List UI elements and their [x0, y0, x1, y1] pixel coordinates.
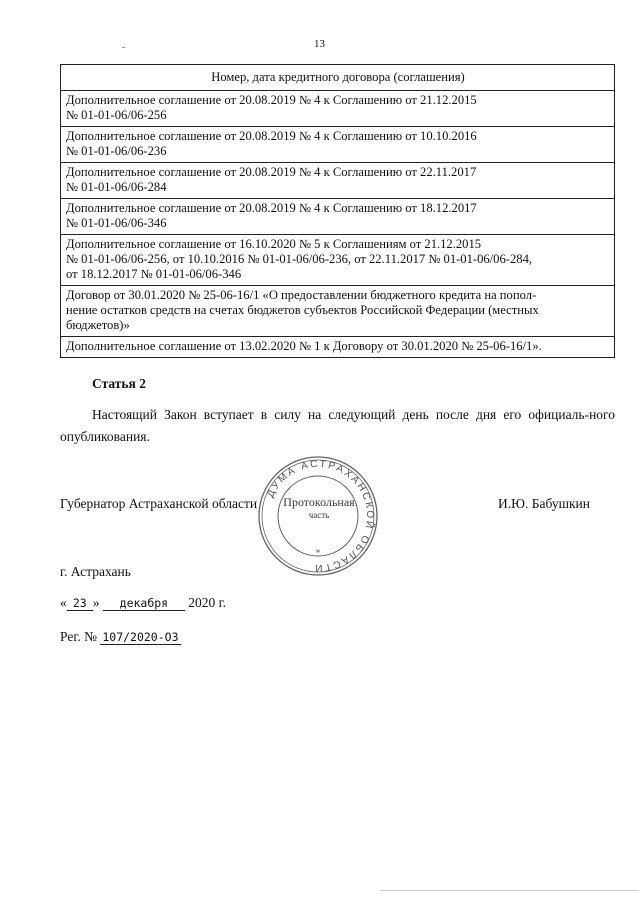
cell-line: № 01-01-06/06-236	[66, 144, 167, 158]
table-cell	[61, 199, 615, 235]
table-cell	[61, 235, 615, 286]
signing-city: г. Астрахань	[60, 564, 131, 579]
table-row	[61, 127, 615, 163]
table-row	[61, 286, 615, 337]
seal-center-line: часть	[308, 510, 330, 520]
cell-line: № 01-01-06/06-256, от 10.10.2016 № 01-01-06/06-236, от 22.11.2017 № 01-01-06/06-284,	[66, 252, 533, 266]
table-header: Номер, дата кредитного договора (соглашения)	[61, 65, 615, 91]
scan-artifact	[380, 890, 639, 891]
article-title: Статья 2	[92, 376, 146, 391]
registration-number	[60, 629, 181, 645]
table-row	[61, 337, 615, 358]
seal-ring-text: ДУМА АСТРАХАНСКОЙ ОБЛАСТИ	[265, 458, 376, 574]
date-year: 2020 г.	[188, 595, 227, 610]
date-month: декабря	[103, 596, 185, 611]
table-row	[61, 235, 615, 286]
cell-line: от 18.12.2017 № 01-01-06/06-346	[66, 267, 242, 281]
signing-date	[60, 595, 226, 611]
cell-line: Дополнительное соглашение от 13.02.2020 № 1 к Договору от 30.01.2020 № 25-06-16/1».	[66, 339, 542, 353]
scan-artifact	[122, 47, 125, 48]
cell-line: Дополнительное соглашение от 20.08.2019 № 4 к Соглашению от 21.12.2015	[66, 93, 477, 107]
signatory-name: И.Ю. Бабушкин	[498, 496, 591, 511]
table-cell	[61, 127, 615, 163]
seal-center-line: Протокольная	[283, 495, 355, 509]
cell-line: Договор от 30.01.2020 № 25-06-16/1 «О предоставлении бюджетного кредита на попол-	[66, 288, 537, 302]
table-cell	[61, 91, 615, 127]
signatory-title: Губернатор Астраханской области	[60, 496, 258, 511]
table-cell	[61, 163, 615, 199]
date-open-quote: «	[60, 595, 67, 610]
credit-agreements-table	[60, 64, 615, 358]
date-day: 23	[67, 596, 93, 611]
cell-line: Дополнительное соглашение от 20.08.2019 № 4 к Соглашению от 22.11.2017	[66, 165, 477, 179]
cell-line: нение остатков средств на счетах бюджетов субъектов Российской Федерации (местных	[66, 303, 539, 317]
table-cell	[61, 337, 615, 358]
table-row	[61, 163, 615, 199]
registration-value: 107/2020-ОЗ	[102, 630, 179, 644]
table-row	[61, 199, 615, 235]
date-close-quote: »	[92, 595, 100, 610]
cell-line: № 01-01-06/06-284	[66, 180, 167, 194]
page-number: 13	[314, 38, 325, 50]
registration-label: Рег. №	[60, 629, 97, 644]
article-body: Настоящий Закон вступает в силу на следующий день после дня его официаль-ного опубликования.	[60, 407, 615, 444]
cell-line: № 01-01-06/06-256	[66, 108, 167, 122]
table-cell	[61, 286, 615, 337]
table-row	[61, 91, 615, 127]
cell-line: Дополнительное соглашение от 16.10.2020 № 5 к Соглашениям от 21.12.2015	[66, 237, 482, 251]
cell-line: бюджетов)»	[66, 318, 130, 332]
cell-line: № 01-01-06/06-346	[66, 216, 167, 230]
cell-line: Дополнительное соглашение от 20.08.2019 № 4 к Соглашению от 10.10.2016	[66, 129, 477, 143]
seal-center-text	[278, 496, 360, 522]
seal-star: *	[315, 548, 321, 558]
cell-line: Дополнительное соглашение от 20.08.2019 № 4 к Соглашению от 18.12.2017	[66, 201, 477, 215]
